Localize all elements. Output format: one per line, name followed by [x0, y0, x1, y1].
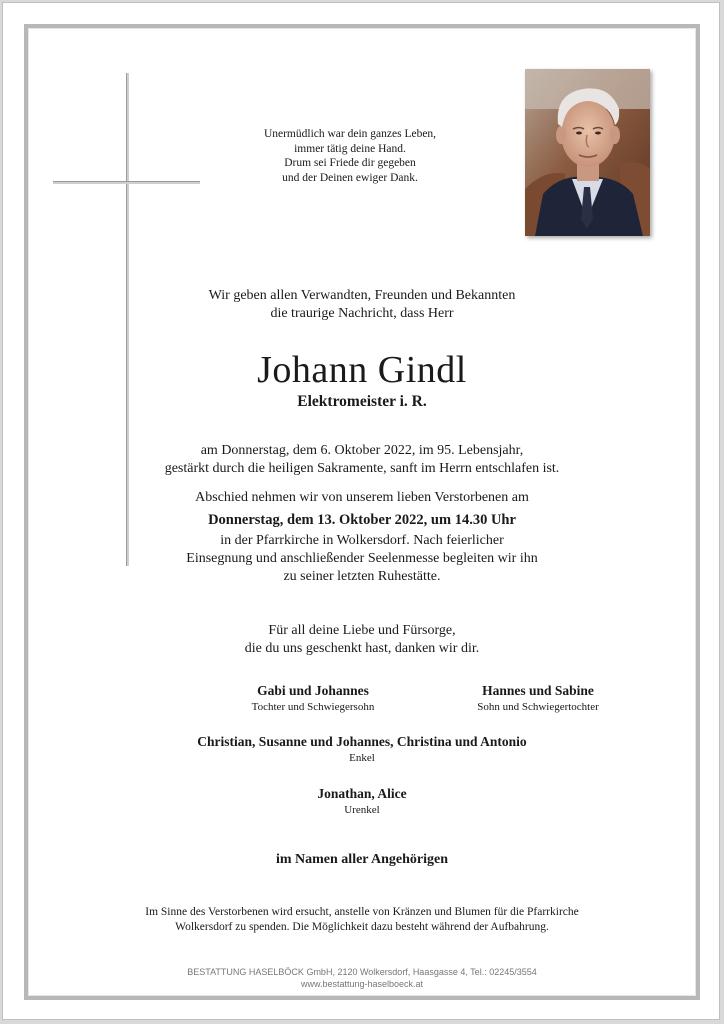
death-notice-line: gestärkt durch die heiligen Sakramente, sanft im Herrn entschlafen ist.: [164, 461, 560, 476]
family-relation: Urenkel: [344, 804, 380, 816]
portrait-photo: [525, 69, 650, 236]
poem-line: immer tätig deine Hand.: [294, 142, 406, 155]
ceremony-text: [0, 532, 724, 586]
family-names: Gabi und Johannes: [257, 683, 369, 698]
donation-note: [0, 905, 724, 934]
poem-line: Unermüdlich war dein ganzes Leben,: [263, 128, 437, 140]
family-names: Christian, Susanne und Johannes, Christina und Antonio: [197, 734, 527, 749]
poem-line: und der Deinen ewiger Dank.: [282, 171, 418, 184]
family-relation: Sohn und Schwiegertochter: [477, 701, 599, 713]
family-names: Jonathan, Alice: [317, 786, 407, 801]
ceremony-line: Einsegnung und anschließender Seelenmesse begleiten wir ihn: [186, 551, 538, 566]
footer: [0, 966, 724, 990]
family-relation: Tochter und Schwiegersohn: [251, 701, 375, 713]
intro-line: die traurige Nachricht, dass Herr: [270, 306, 454, 321]
deceased-title: Elektromeister i. R.: [297, 393, 427, 410]
memorial-poem: [230, 127, 470, 185]
thanks-text: [0, 622, 724, 658]
death-notice: [0, 442, 724, 478]
family-son: [428, 682, 648, 714]
footer-website[interactable]: www.bestattung-haselboeck.at: [300, 979, 424, 989]
family-grandchildren: [0, 733, 724, 765]
intro-line: Wir geben allen Verwandten, Freunden und Bekannten: [208, 288, 516, 303]
family-great-grandchildren: [0, 785, 724, 817]
signoff: im Namen aller Angehörigen: [275, 852, 448, 867]
ceremony-date: Donnerstag, dem 13. Oktober 2022, um 14.30 Uhr: [208, 512, 516, 528]
death-notice-line: am Donnerstag, dem 6. Oktober 2022, im 95. Lebensjahr,: [200, 443, 524, 458]
farewell-text: Abschied nehmen wir von unserem lieben Verstorbenen am: [195, 490, 529, 505]
deceased-name: Johann Gindl: [257, 349, 467, 391]
family-names: Hannes und Sabine: [482, 683, 594, 698]
note-line: Wolkersdorf zu spenden. Die Möglichkeit dazu besteht während der Aufbahrung.: [175, 920, 549, 933]
portrait-image: [525, 69, 650, 236]
family-relation: Enkel: [349, 752, 375, 764]
thanks-line: Für all deine Liebe und Fürsorge,: [268, 623, 456, 638]
cross-horizontal-beam: [53, 181, 200, 184]
note-line: Im Sinne des Verstorbenen wird ersucht, anstelle von Kränzen und Blumen für die Pfarrkirche: [145, 906, 579, 918]
poem-line: Drum sei Friede dir gegeben: [284, 157, 416, 169]
footer-company: BESTATTUNG HASELBÖCK GmbH, 2120 Wolkersdorf, Haasgasse 4, Tel.: 02245/3554: [187, 967, 537, 977]
ceremony-line: zu seiner letzten Ruhestätte.: [283, 569, 441, 584]
thanks-line: die du uns geschenkt hast, danken wir dir.: [244, 641, 480, 656]
family-daughter: [203, 682, 423, 714]
intro-text: [0, 287, 724, 323]
ceremony-line: in der Pfarrkirche in Wolkersdorf. Nach feierlicher: [220, 533, 504, 548]
